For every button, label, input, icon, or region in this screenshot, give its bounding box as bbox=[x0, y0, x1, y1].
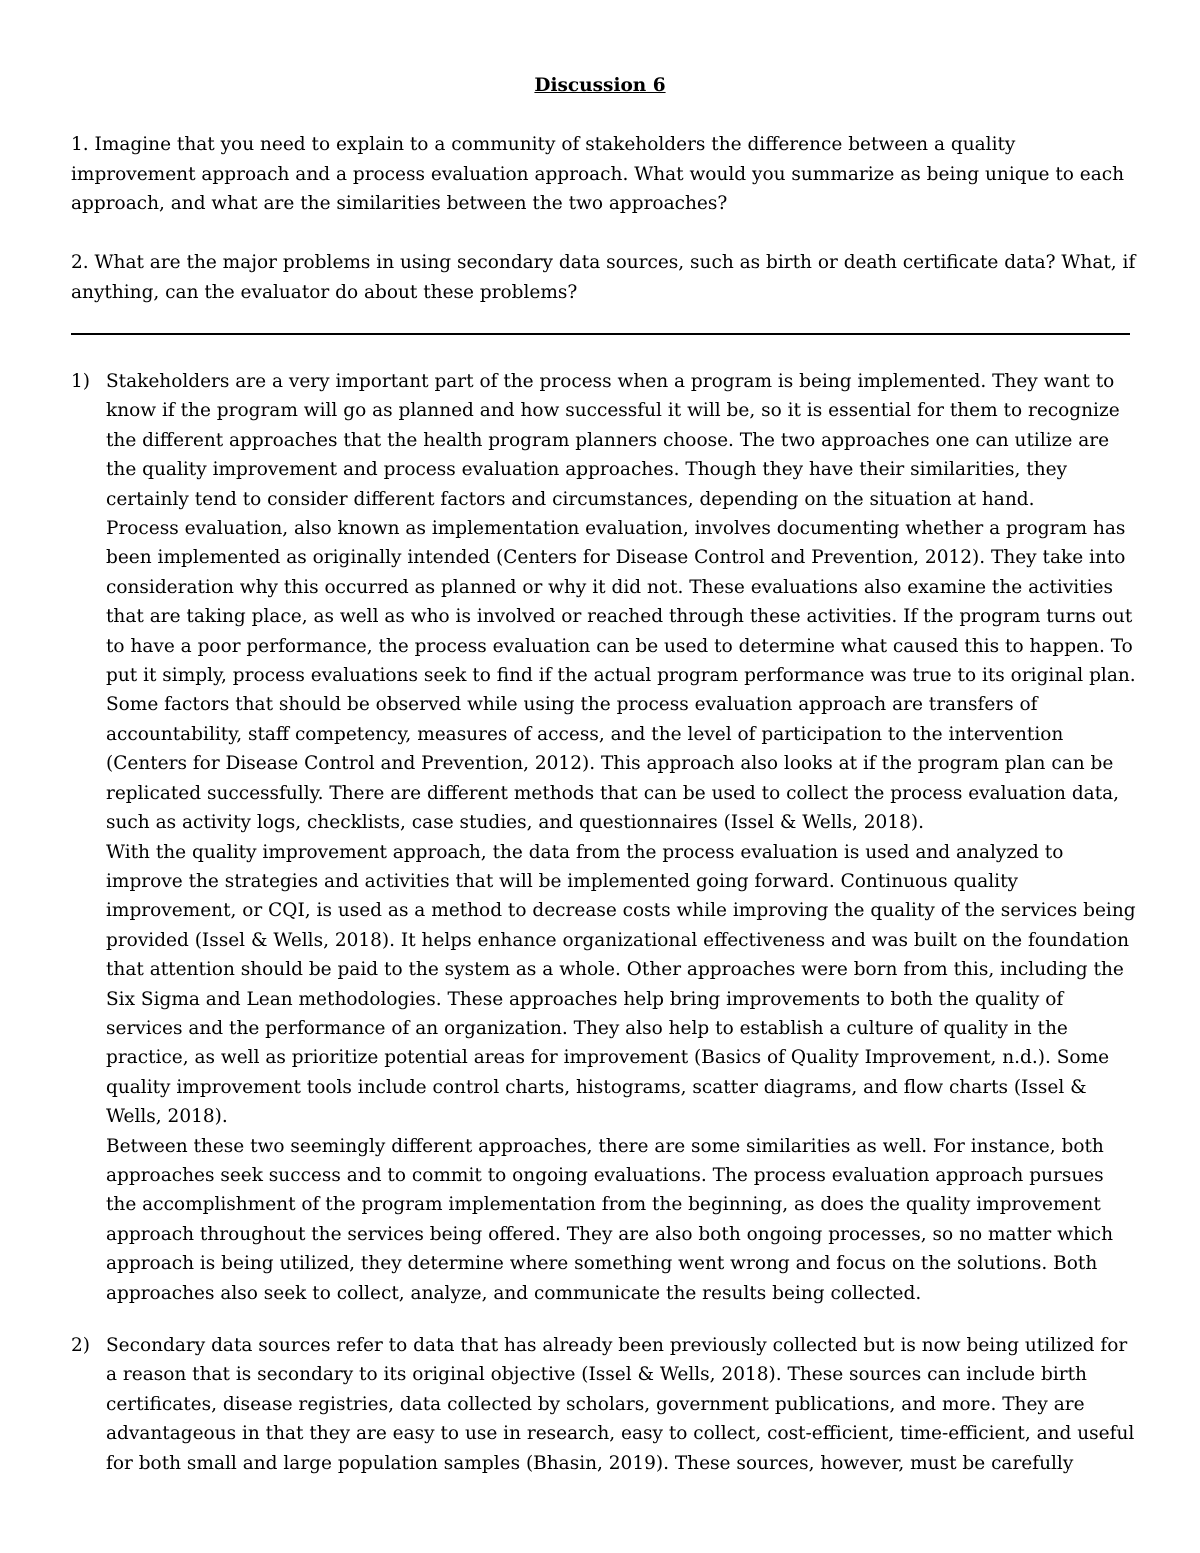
answer-marker: 1) bbox=[71, 371, 90, 392]
answer-paragraph: With the quality improvement approach, the data from the process evaluation is used and analyzed to improve the strategies and activities that will be implemented going forward. Continuous quality improvement, or CQI, is used as a method to decrease costs while improving the quality of the services being provided (Issel & Wells, 2018). It helps enhance organizational effectiveness and was built on the foundation that attention should be paid to the system as a whole. Other approaches were born from this, including the Six Sigma and Lean methodologies. These approaches help bring improvements to both the quality of services and the performance of an organization. They also help to establish a culture of quality in the practice, as well as prioritize potential areas for improvement (Basics of Quality Improvement, n.d.). Some quality improvement tools include control charts, histograms, scatter diagrams, and flow charts (Issel & Wells, 2018). bbox=[106, 841, 1136, 1128]
answer-paragraph: Between these two seemingly different approaches, there are some similarities as well. For instance, both approaches seek success and to commit to ongoing evaluations. The process evaluation approach pursues the accomplishment of the program implementation from the beginning, as does the quality improvement approach throughout the services being offered. They are also both ongoing processes, so no matter which approach is being utilized, they determine where something went wrong and focus on the solutions. Both approaches also seek to collect, analyze, and communicate the results being collected. bbox=[106, 1135, 1114, 1304]
answer-1 bbox=[71, 367, 1136, 1308]
answer-paragraph: Process evaluation, also known as implementation evaluation, involves documenting whether a program has been implemented as originally intended (Centers for Disease Control and Prevention, 2012). They take into consideration why this occurred as planned or why it did not. These evaluations also examine the activities that are taking place, as well as who is involved or reached through these activities. If the program turns out to have a poor performance, the process evaluation can be used to determine what caused this to happen. To put it simply, process evaluations seek to find if the actual program performance was true to its original plan. Some factors that should be observed while using the process evaluation approach are transfers of accountability, staff competency, measures of access, and the level of participation to the intervention (Centers for Disease Control and Prevention, 2012). This approach also looks at if the program plan can be replicated successfully. There are different methods that can be used to collect the process evaluation data, such as activity logs, checklists, case studies, and questionnaires (Issel & Wells, 2018). bbox=[106, 518, 1136, 834]
horizontal-divider bbox=[71, 333, 1130, 335]
answer-2 bbox=[71, 1331, 1136, 1478]
question-1: 1. Imagine that you need to explain to a community of stakeholders the difference between a quality improvement approach and a process evaluation approach. What would you summarize as being unique to each approach, and what are the similarities between the two approaches? bbox=[71, 134, 1125, 214]
answer-body bbox=[106, 1331, 1136, 1478]
answer-paragraph: Secondary data sources refer to data that has already been previously collected but is now being utilized for a reason that is secondary to its original objective (Issel & Wells, 2018). These sources can include birth certificates, disease registries, data collected by scholars, government publications, and more. They are advantageous in that they are easy to use in research, easy to collect, cost-efficient, time-efficient, and useful for both small and large population samples (Bhasin, 2019). These sources, however, must be carefully bbox=[106, 1335, 1135, 1474]
answer-body bbox=[106, 367, 1136, 1308]
document-title: Discussion 6 bbox=[534, 75, 666, 96]
question-2: 2. What are the major problems in using secondary data sources, such as birth or death certificate data? What, if anything, can the evaluator do about these problems? bbox=[71, 252, 1136, 303]
answer-marker: 2) bbox=[71, 1335, 90, 1356]
answer-paragraph: Stakeholders are a very important part of the process when a program is being implemented. They want to know if the program will go as planned and how successful it will be, so it is essential for them to recognize the different approaches that the health program planners choose. The two approaches one can utilize are the quality improvement and process evaluation approaches. Though they have their similarities, they certainly tend to consider different factors and circumstances, depending on the situation at hand. bbox=[106, 371, 1120, 510]
